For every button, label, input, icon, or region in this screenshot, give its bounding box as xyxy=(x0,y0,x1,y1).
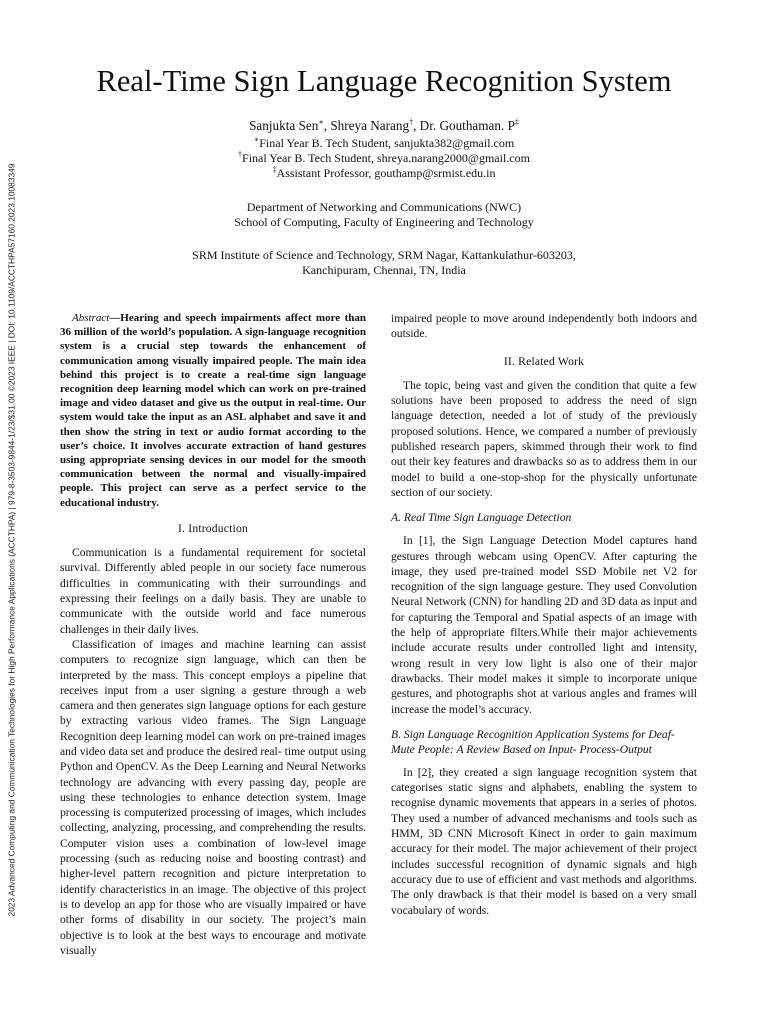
author-line: Sanjukta Sen∗, Shreya Narang†, Dr. Gouthaman. P‡ xyxy=(249,117,519,133)
email-line: ‡Assistant Professor, gouthamp@srmist.edu.in xyxy=(272,165,496,180)
copyright-sidebar xyxy=(4,100,18,980)
left-column xyxy=(60,311,366,958)
paragraph: In [2], they created a sign language recognition system that categorises static signs and alphabets, enabling the system to recognise dynamic movements that appears in a series of photos. They used a number of advanced mechanisms and tools such as HMM, 3D CNN Microsoft Kinect in order to gain maximum accuracy for their model. The major achievement of their project includes successful recognition of dynamic signals and high accuracy due to use of efficient and vast methods and algorithms. The only drawback is that their model is based on a very small vocabulary of words. xyxy=(391,765,697,917)
author-mark: ‡ xyxy=(514,117,519,127)
department-line: Department of Networking and Communications (NWC) xyxy=(246,200,522,214)
abstract-lead: Abstract xyxy=(72,312,110,324)
copyright-sidebar-text: 2023 Advanced Computing and Communication Technologies for High Performance Applications (ACCTHPA) | 979-8-3503-9844-1/23/$31.00 ©2023 IEEE | DOI: 10.1109/ACCTHPA57160.2023.10083349 xyxy=(6,163,16,917)
abstract-text: —Hearing and speech impairments affect more than 36 million of the world’s population. A sign-language recognition system is a crucial step towards the enhancement of communication among visually impaired people. The main idea behind this project is to create a real-time sign language recognition deep learning model which can work on pre-trained image and video dataset and give us the output in real-time. Our system would take the input as an ASL alphabet and save it and then show the string in text or audio format according to the user’s choice. It involves accurate extraction of hand gestures using appropriate sensing devices in our model for the smooth communication between the normal and visually-impaired people. This project can serve as a perfect service to the educational industry. xyxy=(60,312,366,509)
author-mark: † xyxy=(409,117,414,127)
author-emails xyxy=(70,136,698,181)
department-block xyxy=(70,200,698,230)
institute-line: SRM Institute of Science and Technology, SRM Nagar, Kattankulathur-603203, xyxy=(192,248,576,262)
institute-block xyxy=(70,248,698,278)
right-column xyxy=(391,311,697,918)
paragraph: Communication is a fundamental requirement for societal survival. Differently abled people in our society face numerous difficulties in communicating with their surroundings and expressing their feelings on a daily basis. They are unable to communicate with the outside world and face numerous challenges in their daily lives. xyxy=(60,546,366,636)
email-line: ∗Final Year B. Tech Student, sanjukta382@gmail.com xyxy=(253,135,515,150)
author-mark: ∗ xyxy=(318,117,324,127)
subsection-heading-b: B. Sign Language Recognition Application Systems for Deaf-Mute People: A Review Based on Input- Process-Output xyxy=(391,727,675,756)
school-line: School of Computing, Faculty of Engineering and Technology xyxy=(234,215,534,229)
section-heading-introduction: I. Introduction xyxy=(178,521,248,535)
email-mark: † xyxy=(238,150,243,159)
email-line: †Final Year B. Tech Student, shreya.narang2000@gmail.com xyxy=(238,150,530,165)
subsection-heading-a: A. Real Time Sign Language Detection xyxy=(391,511,572,525)
paragraph: Classification of images and machine learning can assist computers to recognize sign language, which can then be interpreted by the mass. This concept employs a pipeline that receives input from a user signing a gesture through a web camera and then generates sign language options for each gesture by extracting various video frames. The Sign Language Recognition deep learning model can work on pre-trained images and video data set and produce the desired real- time output using Python and OpenCV. As the Deep Learning and Neural Networks technology are advancing with every passing day, people are using these technologies to enhance detection system. Image processing is computerized processing of images, which includes collecting, analyzing, processing, and comprehending the results. Computer vision uses a combination of low-level image processing (such as reducing noise and boosting contrast) and higher-level pattern recognition and picture interpretation to identify characteristics in an image. The objective of this project is to develop an app for those who are visually impaired or have other forms of disability in our society. The project’s main objective is to look at the best ways to encourage and motivate visually xyxy=(60,637,366,957)
email-mark: ∗ xyxy=(253,135,260,144)
abstract xyxy=(60,311,366,510)
location-line: Kanchipuram, Chennai, TN, India xyxy=(302,263,466,277)
paper-title: Real-Time Sign Language Recognition System xyxy=(96,64,672,98)
author-name: Sanjukta Sen xyxy=(249,118,319,133)
paragraph: The topic, being vast and given the condition that quite a few solutions have been proposed to address the need of sign language detection, needed a lot of study of the previously proposed solutions. Hence, we compared a number of previously published research papers, skimmed through their work to find out their key features and drawbacks so as to address them in our model to build a one-stop-shop for the physically unfortunate section of our society. xyxy=(391,378,697,499)
author-name: Shreya Narang xyxy=(330,118,410,133)
paragraph: In [1], the Sign Language Detection Model captures hand gestures through webcam using OpenCV. After capturing the image, they used pre-trained model SSD Mobile net V2 for recognition of the sign language gesture. They used Convolution Neural Network (CNN) for handling 2D and 3D data as input and for capturing the Temporal and Spatial aspects of an image with the help of appropriate filters.While their major achievements include accurate results under controlled light and intensity, wrong result in very low light is also one of their major drawbacks. Their model makes it simple to incorporate unique gestures, and photographs shot at various angles and frames will increase the model’s accuracy. xyxy=(391,534,697,716)
author-name: Dr. Gouthaman. P xyxy=(419,118,515,133)
email-mark: ‡ xyxy=(272,165,277,174)
paragraph-continuation: impaired people to move around independently both indoors and outside. xyxy=(391,312,697,341)
section-heading-related-work: II. Related Work xyxy=(503,354,585,368)
